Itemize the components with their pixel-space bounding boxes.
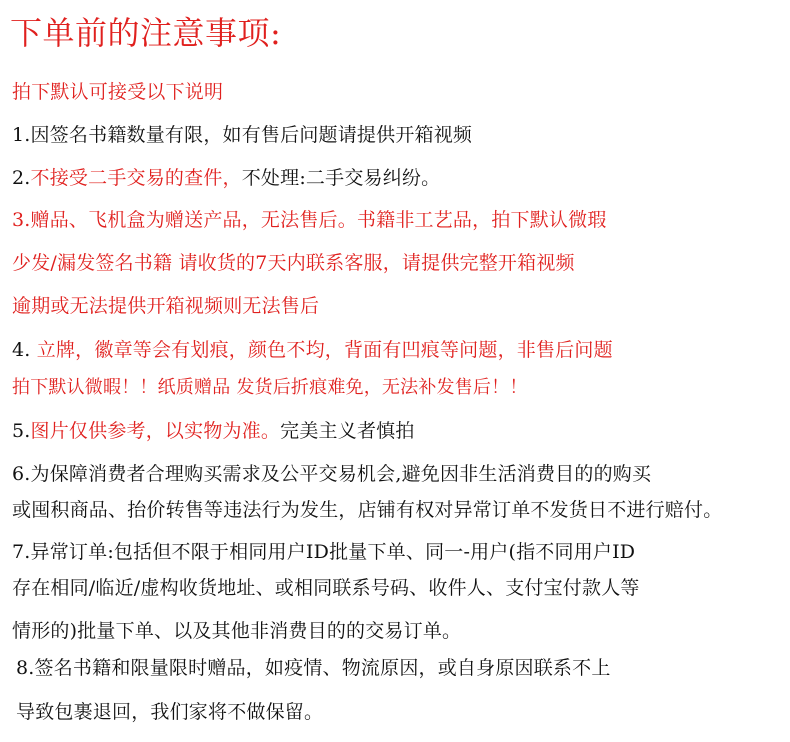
- item-4-line-1: [12, 337, 613, 363]
- item-2-red: 不接受二手交易的查件，: [30, 167, 242, 189]
- item-3-line-1: 3.赠品、飞机盒为赠送产品，无法售后。书籍非工艺品，拍下默认微瑕: [12, 209, 607, 231]
- item-6-line-1: 6.为保障消费者合理购买需求及公平交易机会,避免因非生活消费目的的购买: [12, 463, 652, 485]
- item-7-line-2: 存在相同/临近/虚构收货地址、或相同联系号码、收件人、支付宝付款人等: [12, 577, 640, 599]
- item-1: 1.因签名书籍数量有限，如有售后问题请提供开箱视频: [12, 124, 473, 146]
- item-5: [12, 418, 415, 444]
- item-6-line-2: 或囤积商品、抬价转售等违法行为发生，店铺有权对异常订单不发货日不进行赔付。: [12, 499, 723, 521]
- item-3-line-2: 少发/漏发签名书籍 请收货的7天内联系客服，请提供完整开箱视频: [12, 252, 575, 274]
- item-5-red: 图片仅供参考，以实物为准。: [30, 420, 281, 442]
- item-2-prefix: 2.: [12, 167, 31, 189]
- item-4-line-2: 拍下默认微暇！！纸质赠品 发货后折痕难免，无法补发售后！！: [12, 377, 528, 398]
- item-7-line-1: 7.异常订单:包括但不限于相同用户ID批量下单、同一-用户(指不同用户ID: [12, 541, 636, 563]
- item-7-line-3: 情形的)批量下单、以及其他非消费目的的交易订单。: [12, 620, 462, 642]
- item-5-prefix: 5.: [12, 420, 31, 442]
- intro-line: 拍下默认可接受以下说明: [12, 81, 224, 103]
- notice-title: 下单前的注意事项:: [10, 14, 282, 52]
- item-4-prefix: 4.: [12, 339, 31, 361]
- item-3-line-3: 逾期或无法提供开箱视频则无法售后: [12, 295, 320, 317]
- item-2: [12, 165, 440, 191]
- item-8-line-1: 8.签名书籍和限量限时赠品，如疫情、物流原因，或自身原因联系不上: [16, 657, 611, 679]
- item-2-rest: 不处理:二手交易纠纷。: [241, 167, 441, 189]
- item-5-rest: 完美主义者慎拍: [280, 420, 415, 442]
- item-4-red: 立牌，徽章等会有划痕，颜色不均，背面有凹痕等问题，非售后问题: [30, 339, 613, 361]
- item-8-line-2: 导致包裹退回，我们家将不做保留。: [16, 701, 324, 723]
